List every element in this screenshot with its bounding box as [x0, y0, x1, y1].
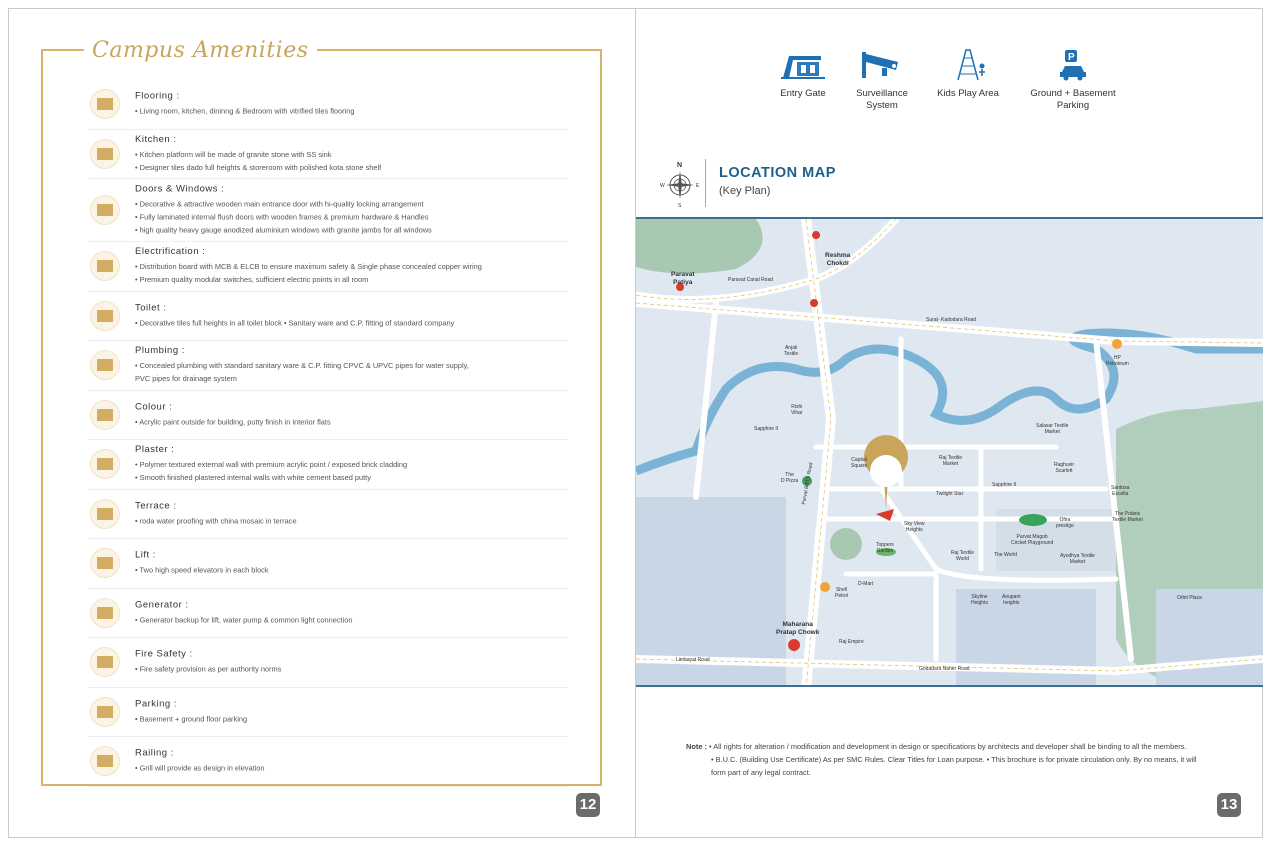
amenity-line: • roda water proofing with china mosaic in terrace — [135, 516, 297, 526]
amenity-text — [135, 748, 565, 775]
amenity-line: • Acrylic paint outside for building, putty finish in interior flats — [135, 417, 331, 427]
map-label-limbayat-road: Limbayat Road — [676, 657, 710, 663]
elevator-icon — [90, 548, 120, 578]
kids-play-icon — [946, 48, 990, 82]
map-label-shell-petrol: Shell Petrol — [835, 587, 849, 599]
cctv-camera-icon — [860, 48, 904, 82]
compass-icon — [658, 160, 702, 208]
map-label-raghuvir-scarlett: Raghuvir Scarlett — [1054, 462, 1075, 474]
amenity-item — [88, 391, 568, 441]
amenity-text — [135, 599, 565, 626]
kitchen-icon — [90, 139, 120, 169]
amenity-line: • Decorative & attractive wooden main entrance door with hi-quality locking arrangement — [135, 199, 424, 209]
terrace-icon — [90, 499, 120, 529]
amenity-line: • Generator backup for lift, water pump & common light connection — [135, 615, 353, 625]
amenity-title: Electrification : — [135, 246, 206, 258]
feature-label: Surveillance System — [856, 88, 908, 111]
amenity-text — [135, 134, 565, 174]
note-block — [686, 740, 1246, 779]
amenity-line: • Grill will provide as design in elevation — [135, 763, 265, 773]
map-label-anupam-heights: Anupam heights — [1002, 594, 1021, 606]
map-label-capital-square: Capital Square — [851, 457, 868, 469]
map-label-the-world: The World — [994, 552, 1017, 558]
location-divider — [705, 159, 706, 207]
note-line-2: • B.U.C. (Building Use Certificate) As per SMC Rules. Clear Titles for Loan purpose. • This brochure is for private circulation only. By no means, it will — [711, 755, 1197, 764]
note-line-3: form part of any legal contract. — [711, 768, 811, 777]
amenity-title: Plumbing : — [135, 345, 185, 357]
feature-kids-play — [918, 48, 1018, 100]
feature-label: Ground + Basement Parking — [1030, 88, 1116, 111]
amenities-list — [88, 80, 568, 787]
map-label-maharana-chowk: Maharana Pratap Chowk — [776, 621, 820, 636]
amenity-text — [135, 698, 565, 725]
amenity-title: Colour : — [135, 401, 173, 413]
amenity-line: • Distribution board with MCB & ELCB to ensure maximum safety & Single phase concealed copper wiring — [135, 262, 482, 272]
amenity-item — [88, 179, 568, 242]
compass-n: N — [677, 162, 683, 169]
feature-label: Kids Play Area — [937, 88, 999, 99]
amenity-title: Kitchen : — [135, 133, 177, 145]
location-map-subtitle: (Key Plan) — [719, 185, 771, 197]
amenity-title: Toilet : — [135, 302, 167, 314]
toilet-icon — [90, 301, 120, 331]
map-label-raj-empire: Raj Empire — [839, 639, 864, 645]
map-label-rishi-vihar: Rishi Vihar — [791, 404, 803, 416]
map-canvas — [636, 219, 1263, 687]
map-label-surat-kadodara-road: Surat- Kadodara Road — [926, 317, 977, 323]
amenity-line: • high quality heavy gauge anodized aluminium windows with granite jambs for all windows — [135, 225, 432, 235]
amenities-title: Campus Amenities — [84, 38, 317, 63]
map-label-reshma-chokdi: Reshma Chokdi — [825, 252, 851, 267]
map-label-d-pizza: The D Pizza — [781, 472, 799, 484]
amenity-text — [135, 444, 565, 484]
feature-surveillance — [832, 48, 932, 112]
amenity-title: Terrace : — [135, 500, 177, 512]
amenity-line: • Smooth finished plastered internal walls with white cement based putty — [135, 473, 371, 483]
railing-icon — [90, 746, 120, 776]
amenity-line: • Polymer textured external wall with premium acrylic point / exposed brick cladding — [135, 460, 408, 470]
feature-parking — [1023, 48, 1123, 112]
amenity-title: Fire Safety : — [135, 648, 193, 660]
amenity-title: Doors & Windows : — [135, 183, 225, 195]
door-icon — [90, 195, 120, 225]
amenity-line: • Decorative tiles full heights in all toilet block • Sanitary ware and C.P. fitting of standard company — [135, 318, 455, 328]
map-label-paravat-patiya: Paravat Patiya — [671, 271, 695, 286]
amenity-line: • Designer tiles dado full heights & storeroom with polished kota stone shelf — [135, 162, 382, 172]
amenity-title: Railing : — [135, 747, 174, 759]
map-label-twilight-star: Twilight Star — [936, 491, 964, 497]
map-label-sky-view-heights: Sky View Heights — [904, 521, 925, 533]
map-label-toppers-garden: Toppers Garden — [876, 542, 894, 554]
amenity-line: • Basement + ground floor parking — [135, 714, 248, 724]
map-label-polaris-market: The Polaris Textile Market — [1112, 511, 1143, 523]
map-label-salasar-textile: Salasar Textile Market — [1036, 423, 1069, 435]
amenity-item — [88, 638, 568, 688]
map-label-paravat-canal-road: Paravat Canal Road — [728, 277, 774, 283]
amenity-line: • Two high speed elevators in each block — [135, 565, 269, 575]
amenity-item — [88, 539, 568, 589]
feature-label: Entry Gate — [780, 88, 826, 99]
amenity-text — [135, 401, 565, 428]
map-label-ofira-prestige: Ofira prestige — [1056, 517, 1074, 529]
electric-plug-icon — [90, 251, 120, 281]
compass-s: S — [678, 203, 682, 208]
svg-text:P: P — [1068, 52, 1075, 63]
map-label-skyline-heights: Skyline Heights — [971, 594, 988, 606]
fire-extinguisher-icon — [90, 647, 120, 677]
amenity-item — [88, 341, 568, 391]
parking-icon — [90, 697, 120, 727]
compass-w: W — [660, 183, 665, 189]
feature-icons-row — [636, 48, 1264, 118]
amenity-item — [88, 440, 568, 490]
amenity-title: Generator : — [135, 599, 189, 611]
map-label-godadara-road: Godadara Naher Road — [919, 666, 970, 672]
map-label-raj-textile-market: Raj Textile Market — [939, 455, 962, 467]
amenity-text — [135, 302, 565, 329]
paint-icon — [90, 400, 120, 430]
flooring-icon — [90, 89, 120, 119]
map-label-hp-petroleum: HP Petroleum — [1106, 355, 1129, 367]
compass-e: E — [696, 183, 700, 189]
entry-gate-icon — [781, 48, 825, 82]
page-number-left: 12 — [576, 793, 600, 817]
location-map — [636, 217, 1263, 687]
page-right — [635, 8, 1263, 838]
amenity-text — [135, 91, 565, 118]
amenity-line: PVC pipes for drainage system — [135, 374, 237, 384]
page-number-right: 13 — [1217, 793, 1241, 817]
map-label-parvat-brts-road: Parvat BRTS Road — [801, 462, 815, 506]
amenity-line: • Living room, kitchen, dininng & Bedroom with vitrified tiles flooring — [135, 106, 355, 116]
amenity-item — [88, 292, 568, 342]
map-label-ayodhya-textile: Ayodhya Textile Market — [1060, 553, 1095, 565]
location-map-title: LOCATION MAP — [719, 165, 836, 181]
amenity-title: Flooring : — [135, 90, 180, 102]
map-label-sapphire-right: Sapphire II — [992, 482, 1017, 488]
map-label-raj-textile-world: Raj Textile World — [951, 550, 974, 562]
amenity-item — [88, 242, 568, 292]
amenity-text — [135, 550, 565, 577]
amenity-title: Plaster : — [135, 444, 175, 456]
plumbing-icon — [90, 350, 120, 380]
amenity-line: • Premium quality modular switches, sufficient electric points in all room — [135, 275, 369, 285]
amenity-item — [88, 688, 568, 738]
amenity-item — [88, 130, 568, 180]
plaster-icon — [90, 449, 120, 479]
amenity-line: • Kitchen platform will be made of granite stone with SS sink — [135, 149, 332, 159]
map-label-orbit-plaza: Orbit Plaza — [1177, 595, 1202, 601]
amenity-item — [88, 490, 568, 540]
amenity-line: • Concealed plumbing with standard sanitary ware & C.P. fitting CPVC & UPVC pipes for water supply, — [135, 361, 469, 371]
amenity-line: • Fully laminated internal flush doors with wooden frames & premium hardware & Handles — [135, 212, 429, 222]
amenity-title: Lift : — [135, 549, 156, 561]
note-label: Note : — [686, 742, 707, 751]
map-label-santosa-excella: Santosa Excella — [1111, 485, 1130, 497]
amenity-text — [135, 649, 565, 676]
map-label-parvat-magob: Parvat Magob Cricket Playground — [1011, 534, 1054, 546]
map-label-d-mart: D-Mart — [858, 581, 874, 587]
page-left — [8, 8, 634, 838]
parking-car-icon — [1051, 48, 1095, 82]
amenity-title: Parking : — [135, 698, 177, 710]
amenity-text — [135, 345, 565, 385]
map-label-sapphire-left: Sapphire II — [754, 426, 779, 432]
amenity-item — [88, 737, 568, 787]
amenity-text — [135, 246, 565, 286]
amenity-text — [135, 184, 565, 237]
amenity-line: • Fire safety provision as per authority norms — [135, 664, 282, 674]
amenity-item — [88, 589, 568, 639]
generator-icon — [90, 598, 120, 628]
note-line-1: • All rights for alteration / modification and development in design or specifications by architects and developer shall be binding to all the members. — [709, 742, 1187, 751]
map-label-anjali-textile: Anjali Textile — [784, 345, 799, 357]
amenity-text — [135, 500, 565, 527]
amenity-item — [88, 80, 568, 130]
